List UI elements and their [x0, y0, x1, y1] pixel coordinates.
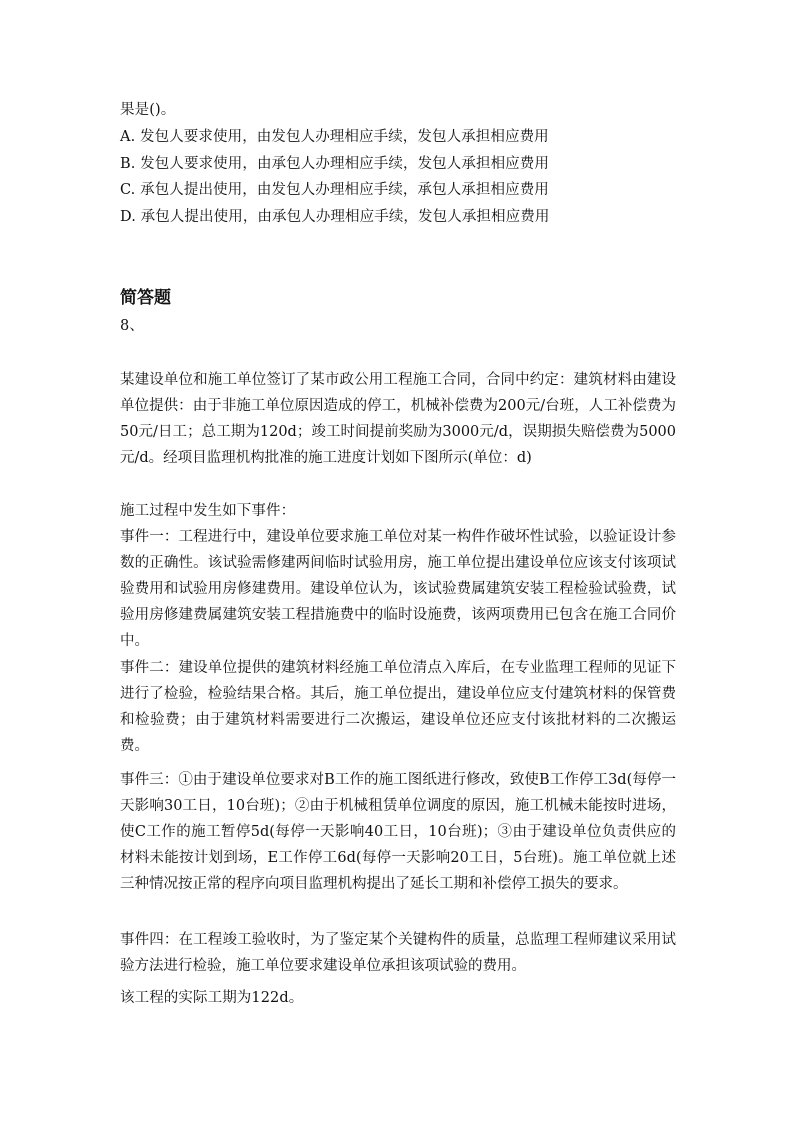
- option-d: D. 承包人提出使用，由承包人办理相应手续，发包人承担相应费用: [120, 209, 550, 225]
- option-a: A. 发包人要求使用，由发包人办理相应手续，发包人承担相应费用: [120, 129, 549, 145]
- question-number: 8、: [120, 318, 144, 334]
- process-lead: 施工过程中发生如下事件：: [120, 503, 296, 519]
- event-three-paragraph: 事件三：①由于建设单位要求对B工作的施工图纸进行修改，致使B工作停工3d(每停一天影响30工日，10台班)；②由于机械租赁单位调度的原因，施工机械未能按时进场，使C工作的施工暂停5d(每停一天影响40工日，10台班)；③由于建设单位负责供应的材料未能按计划到场，E工作停工6d(每停一天影响20工日，5台班)。施工单位就上述三种情况按正常的程序向项目监理机构提出了延长工期和补偿停工损失的要求。: [120, 772, 676, 892]
- event-two-paragraph: 事件二：建设单位提供的建筑材料经施工单位清点入库后，在专业监理工程师的见证下进行了检验，检验结果合格。其后，施工单位提出，建设单位应支付建筑材料的保管费和检验费；由于建筑材料需要进行二次搬运，建设单位还应支付该批材料的二次搬运费。: [120, 660, 676, 754]
- option-b: B. 发包人要求使用，由承包人办理相应手续，发包人承担相应费用: [120, 156, 549, 172]
- question-tail: 果是()。: [120, 102, 176, 118]
- event-one-paragraph: 事件一：工程进行中，建设单位要求施工单位对某一构件作破坏性试验，以验证设计参数的正确性。该试验需修建两间临时试验用房，施工单位提出建设单位应该支付该项试验费用和试验用房修建费用。建设单位认为，该试验费属建筑安装工程检验试验费，试验用房修建费属建筑安装工程措施费中的临时设施费，该两项费用已包含在施工合同价中。: [120, 529, 676, 649]
- actual-duration: 该工程的实际工期为122d。: [120, 990, 304, 1006]
- option-c: C. 承包人提出使用，由发包人办理相应手续，承包人承担相应费用: [120, 182, 549, 198]
- event-four-paragraph: 事件四：在工程竣工验收时，为了鉴定某个关键构件的质量，总监理工程师建议采用试验方法进行检验，施工单位要求建设单位承担该项试验的费用。: [120, 932, 676, 974]
- section-title: 简答题: [120, 288, 171, 308]
- intro-paragraph: 某建设单位和施工单位签订了某市政公用工程施工合同，合同中约定：建筑材料由建设单位提供：由于非施工单位原因造成的停工，机械补偿费为200元/台班，人工补偿费为50元/日工；总工期为120d；竣工时间提前奖励为3000元/d，误期损失赔偿费为5000元/d。经项目监理机构批准的施工进度计划如下图所示(单位：d): [120, 372, 676, 466]
